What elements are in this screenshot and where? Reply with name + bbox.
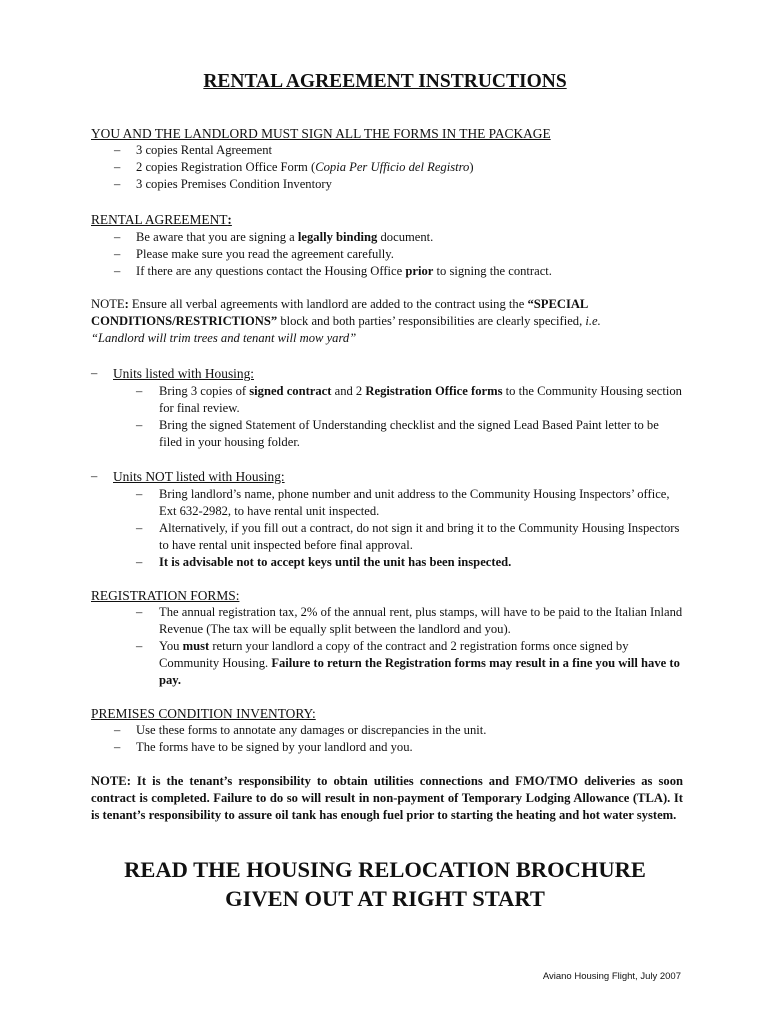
- units-listed-heading: – Units listed with Housing:: [91, 365, 683, 383]
- rental-agreement-section: [91, 211, 683, 280]
- registration-forms-list: [91, 604, 683, 689]
- list-item: – Please make sure you read the agreement carefully.: [91, 246, 683, 263]
- list-item: – 3 copies Premises Condition Inventory: [91, 176, 683, 193]
- premises-heading: PREMISES CONDITION INVENTORY:: [91, 706, 316, 721]
- list-item: – Be aware that you are signing a legally binding document.: [91, 229, 683, 246]
- rental-agreement-heading: RENTAL AGREEMENT:: [91, 212, 232, 227]
- note-example: “Landlord will trim trees and tenant will mow yard”: [91, 331, 357, 345]
- units-listed-section: [91, 365, 683, 451]
- units-not-listed-list: [91, 486, 683, 571]
- units-not-listed-heading: – Units NOT listed with Housing:: [91, 468, 683, 486]
- list-item: – If there are any questions contact the Housing Office prior to signing the contract.: [91, 263, 683, 280]
- units-not-listed-section: [91, 468, 683, 571]
- note-tenant-responsibility: NOTE: It is the tenant’s responsibility to obtain utilities connections and FMO/TMO deliveries as soon contract is completed. Failure to do so will result in non-payment of Temporary Lodging Allowance (TLA). It is tenant’s responsibility to assure oil tank has enough fuel prior to starting the heating and hot water system.: [91, 774, 683, 822]
- sign-list: [91, 142, 683, 193]
- list-item: – Alternatively, if you fill out a contract, do not sign it and bring it to the Community Housing Inspectors to have rental unit inspected before final approval.: [91, 520, 683, 554]
- sign-section: [91, 125, 683, 193]
- note-special-conditions: NOTE: Ensure all verbal agreements with landlord are added to the contract using the “SPECIAL CONDITIONS/RESTRICTIONS” block and both parties’ responsibilities are clearly specified, i.e. “Landlord will trim trees and tenant will mow yard”: [91, 297, 601, 345]
- registration-forms-section: [91, 587, 683, 689]
- footer-text: Aviano Housing Flight, July 2007: [542, 971, 681, 982]
- closing-notice: READ THE HOUSING RELOCATION BROCHURE GIVEN OUT AT RIGHT START: [124, 857, 646, 911]
- premises-section: [91, 705, 683, 756]
- page-title: RENTAL AGREEMENT INSTRUCTIONS: [203, 71, 567, 92]
- list-item: – You must return your landlord a copy of the contract and 2 registration forms once signed by Community Housing. Failure to return the Registration forms may result in a fine you will have to pay.: [91, 638, 683, 689]
- list-item: – Bring 3 copies of signed contract and 2 Registration Office forms to the Community Housing section for final review.: [91, 383, 683, 417]
- sign-heading: YOU AND THE LANDLORD MUST SIGN ALL THE FORMS IN THE PACKAGE: [91, 126, 551, 141]
- list-item: – Bring the signed Statement of Understanding checklist and the signed Lead Based Paint letter to be filed in your housing folder.: [91, 417, 683, 451]
- registration-forms-heading: REGISTRATION FORMS:: [91, 588, 240, 603]
- premises-list: [91, 722, 683, 756]
- list-item: – Bring landlord’s name, phone number and unit address to the Community Housing Inspectors’ office, Ext 632-2982, to have rental unit inspected.: [91, 486, 683, 520]
- list-item: – It is advisable not to accept keys until the unit has been inspected.: [91, 554, 683, 571]
- list-item: – 3 copies Rental Agreement: [91, 142, 683, 159]
- list-item: – The forms have to be signed by your landlord and you.: [91, 739, 683, 756]
- units-listed-list: [91, 383, 683, 451]
- rental-agreement-list: [91, 229, 683, 280]
- list-item: – The annual registration tax, 2% of the annual rent, plus stamps, will have to be paid to the Italian Inland Revenue (The tax will be equally split between the landlord and you).: [91, 604, 683, 638]
- list-item: – Use these forms to annotate any damages or discrepancies in the unit.: [91, 722, 683, 739]
- list-item: – 2 copies Registration Office Form (Copia Per Ufficio del Registro): [91, 159, 683, 176]
